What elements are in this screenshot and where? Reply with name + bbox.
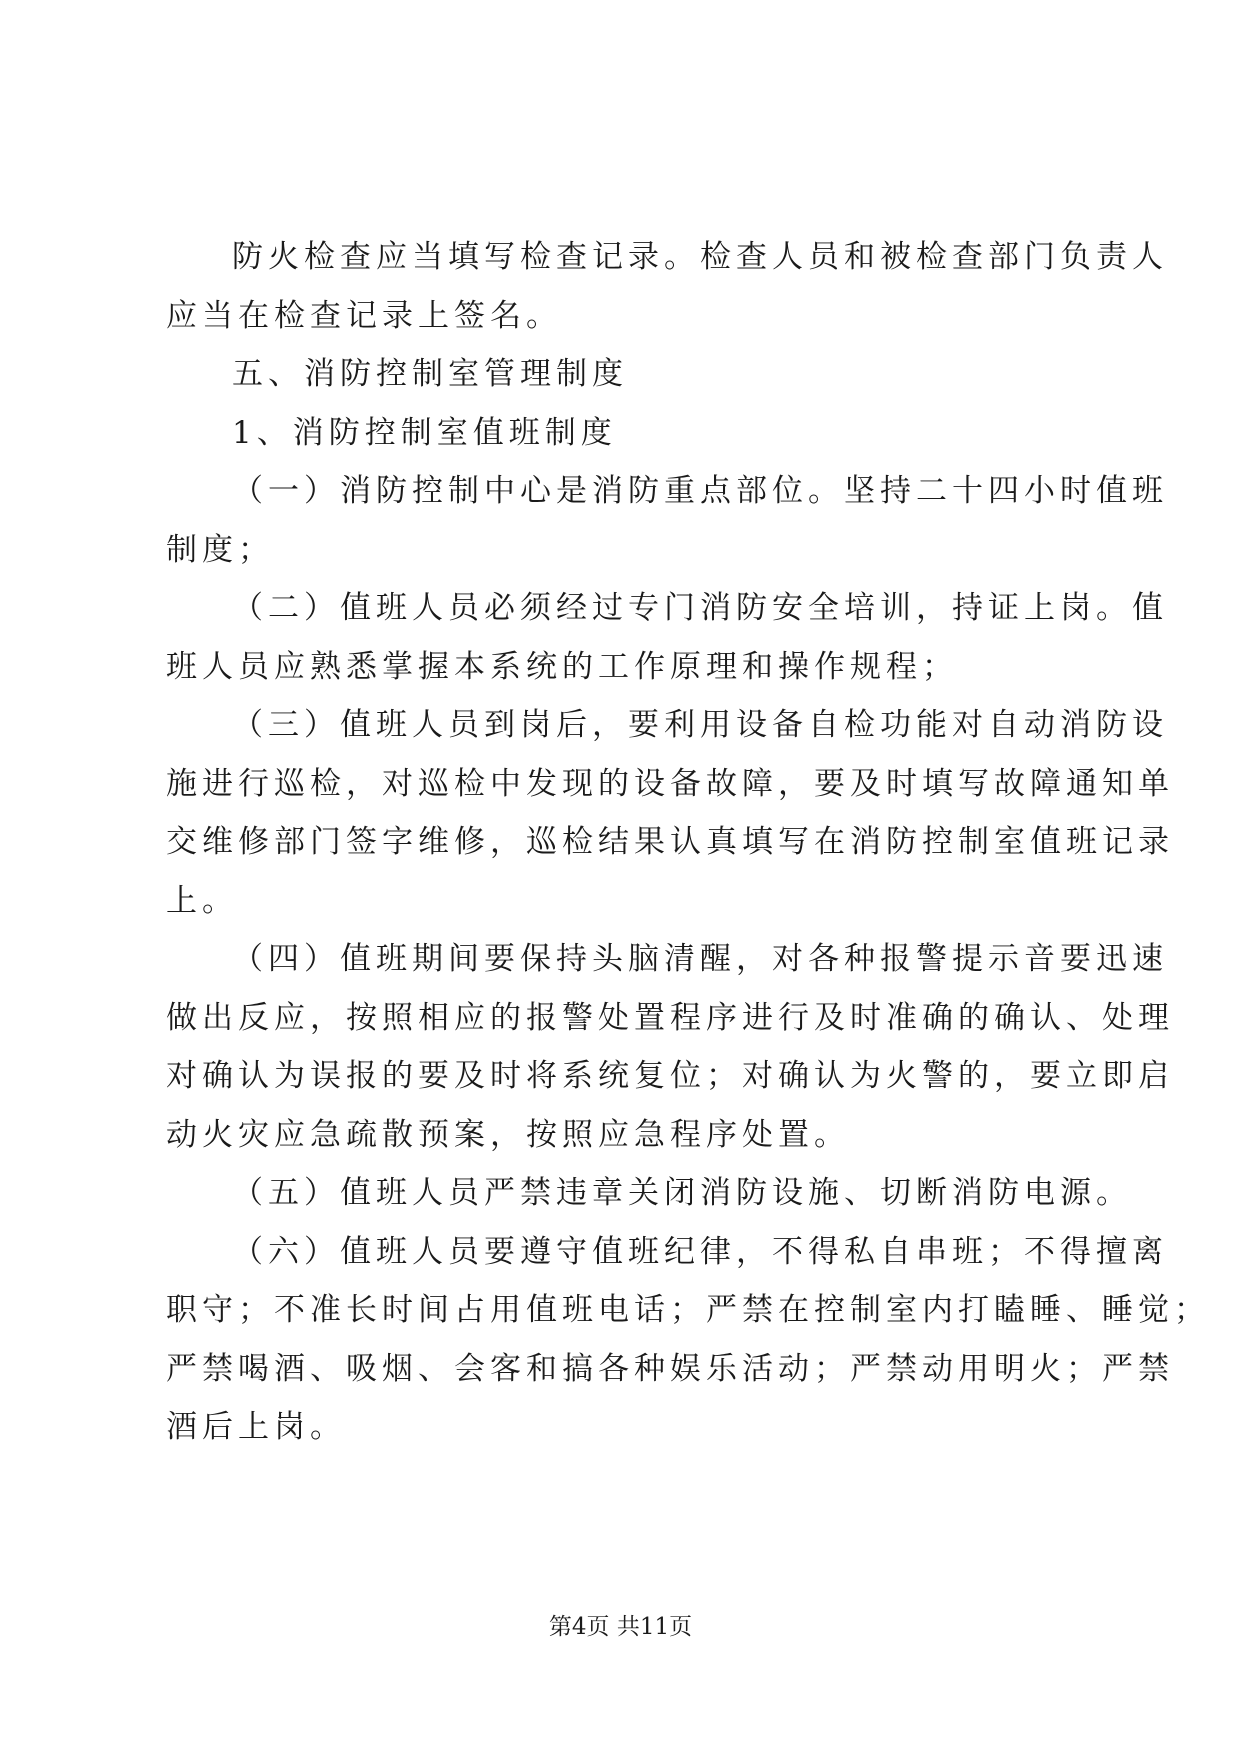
heading-text: 1、消防控制室值班制度 <box>232 414 617 451</box>
text-line: （六）值班人员要遵守值班纪律，不得私自串班；不得擅离 <box>232 1233 1168 1270</box>
rule-item-5 <box>166 1164 1132 1223</box>
text-line: （二）值班人员必须经过专门消防安全培训，持证上岗。值 <box>232 590 1168 626</box>
document-body <box>166 228 1210 1457</box>
text-line: 严禁喝酒、吸烟、会客和搞各种娱乐活动；严禁动用明火；严禁 <box>166 1350 1174 1387</box>
subsection-heading <box>166 404 1078 463</box>
text-line: （一）消防控制中心是消防重点部位。坚持二十四小时值班 <box>232 473 1168 509</box>
rule-item-1 <box>166 462 1168 579</box>
text-line: 班人员应熟悉掌握本系统的工作原理和操作规程； <box>166 648 958 685</box>
text-line: 应当在检查记录上签名。 <box>166 297 562 334</box>
text-line: （四）值班期间要保持头脑清醒，对各种报警提示音要迅速 <box>232 941 1168 977</box>
page-number-footer: 第4页 共11页 <box>548 1614 693 1640</box>
text-line: 防火检查应当填写检查记录。检查人员和被检查部门负责人 <box>232 239 1168 275</box>
text-line: 制度； <box>166 531 274 568</box>
rule-item-2 <box>166 579 1168 696</box>
text-line: 交维修部门签字维修，巡检结果认真填写在消防控制室值班记录 <box>166 824 1174 860</box>
text-line: （三）值班人员到岗后，要利用设备自检功能对自动消防设 <box>232 707 1168 743</box>
text-line: 职守；不准长时间占用值班电话；严禁在控制室内打瞌睡、睡觉； <box>166 1292 1210 1328</box>
section-heading <box>166 345 1078 404</box>
paragraph-inspection-record <box>166 228 1168 345</box>
text-line: 酒后上岗。 <box>166 1409 346 1445</box>
text-line: 做出反应，按照相应的报警处置程序进行及时准确的确认、处理 <box>166 999 1174 1036</box>
text-line: （五）值班人员严禁违章关闭消防设施、切断消防电源。 <box>232 1175 1132 1211</box>
text-line: 对确认为误报的要及时将系统复位；对确认为火警的，要立即启 <box>166 1058 1174 1094</box>
text-line: 施进行巡检，对巡检中发现的设备故障，要及时填写故障通知单 <box>166 765 1174 802</box>
rule-item-4 <box>166 930 1174 1164</box>
text-line: 动火灾应急疏散预案，按照应急程序处置。 <box>166 1116 850 1153</box>
heading-text: 五、消防控制室管理制度 <box>232 356 628 392</box>
rule-item-3 <box>166 696 1174 930</box>
text-line: 上。 <box>166 882 238 919</box>
rule-item-6 <box>166 1223 1210 1457</box>
